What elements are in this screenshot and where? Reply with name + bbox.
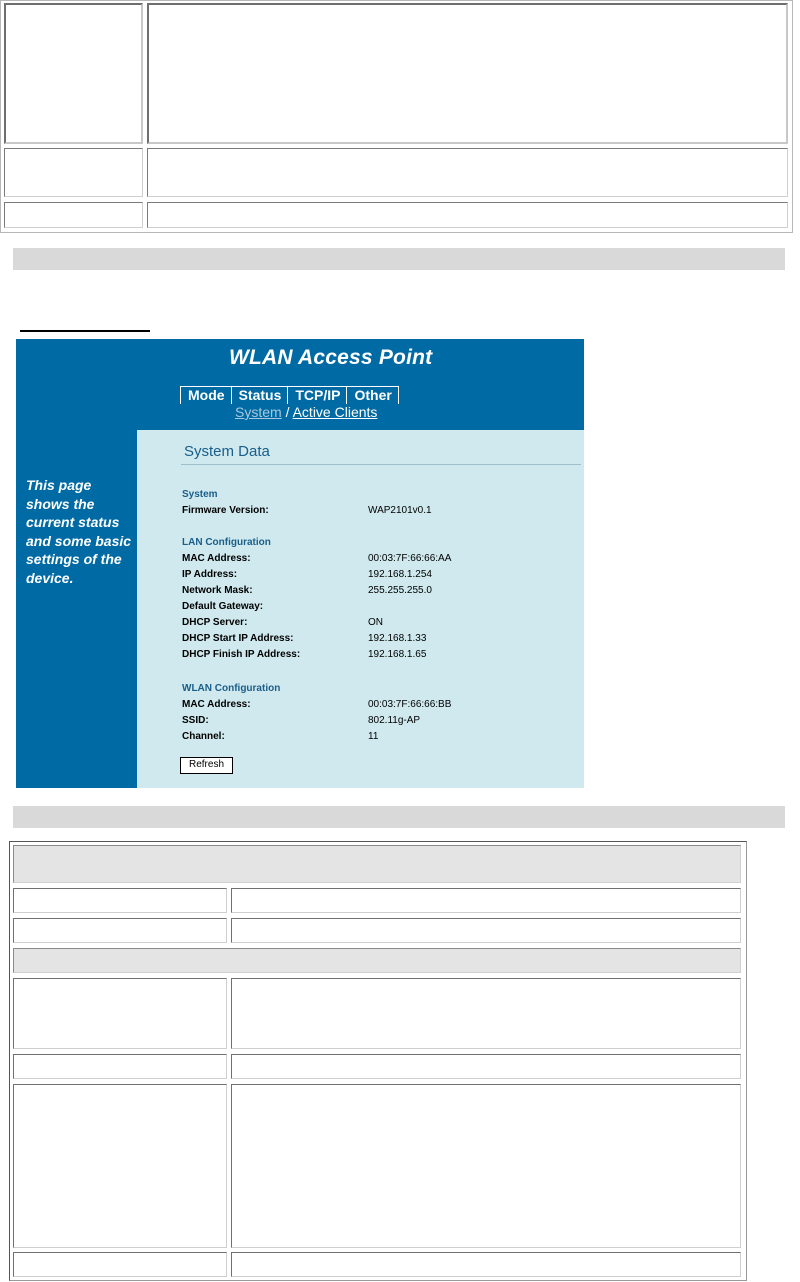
bottom-table-cell-content-3 <box>231 978 741 1049</box>
row-value: WAP2101v0.1 <box>368 505 432 516</box>
section-title: System Data <box>184 443 270 460</box>
section-heading-bar-1 <box>13 248 785 270</box>
content-area <box>137 430 584 788</box>
sidebar-description: This page shows the current status and some basic settings of the device. <box>26 477 132 586</box>
row-value: 192.168.1.65 <box>368 649 427 660</box>
row-value: 192.168.1.254 <box>368 569 432 580</box>
row-value: ON <box>368 617 383 628</box>
section-divider <box>181 464 581 465</box>
row-label: SSID: <box>182 715 209 726</box>
top-table-cell-content-2 <box>147 148 788 197</box>
bottom-table-cell-label-1 <box>13 888 227 913</box>
row-label: DHCP Start IP Address: <box>182 633 294 644</box>
row-value: 11 <box>368 731 379 742</box>
tab-status[interactable]: Status <box>231 386 288 404</box>
group-title-lan: LAN Configuration <box>182 537 271 548</box>
row-label: Channel: <box>182 731 225 742</box>
tab-tcpip[interactable]: TCP/IP <box>287 386 346 404</box>
row-label: Network Mask: <box>182 585 253 596</box>
row-label: DHCP Finish IP Address: <box>182 649 301 660</box>
tab-other[interactable]: Other <box>346 386 398 404</box>
figure-caption-underline <box>20 320 150 332</box>
bottom-table-header <box>13 845 741 883</box>
top-table-cell-content-3 <box>147 202 788 228</box>
bottom-table-cell-label-2 <box>13 918 227 943</box>
top-table-cell-content-1 <box>147 3 788 144</box>
section-heading-bar-2 <box>13 806 785 828</box>
row-label: MAC Address: <box>182 699 251 710</box>
access-point-screenshot <box>16 339 584 788</box>
group-title-wlan: WLAN Configuration <box>182 683 281 694</box>
row-value: 255.255.255.0 <box>368 585 432 596</box>
refresh-button[interactable]: Refresh <box>180 757 233 774</box>
top-table-cell-label-2 <box>4 148 143 197</box>
row-value: 00:03:7F:66:66:BB <box>368 699 452 710</box>
bottom-table-cell-label-6 <box>13 1252 227 1277</box>
subnav-active-clients[interactable]: Active Clients <box>292 404 378 420</box>
row-label: MAC Address: <box>182 553 251 564</box>
row-label: IP Address: <box>182 569 238 580</box>
row-label: Firmware Version: <box>182 505 269 516</box>
row-value: 00:03:7F:66:66:AA <box>368 553 452 564</box>
bottom-table-cell-content-2 <box>231 918 741 943</box>
bottom-table-cell-label-5 <box>13 1084 227 1248</box>
bottom-table-cell-content-4 <box>231 1054 741 1079</box>
top-table-cell-label-3 <box>4 202 143 228</box>
row-value: 802.11g-AP <box>368 715 421 726</box>
sub-nav <box>235 404 377 420</box>
main-nav <box>180 386 399 404</box>
app-title: WLAN Access Point <box>229 346 433 369</box>
shot-header <box>16 339 584 430</box>
row-label: DHCP Server: <box>182 617 248 628</box>
bottom-table-cell-label-4 <box>13 1054 227 1079</box>
subnav-system[interactable]: System <box>235 404 282 420</box>
row-value: 192.168.1.33 <box>368 633 427 644</box>
bottom-table-subheader <box>13 948 741 973</box>
bottom-table-cell-content-6 <box>231 1252 741 1277</box>
tab-mode[interactable]: Mode <box>180 386 231 404</box>
bottom-table-cell-content-1 <box>231 888 741 913</box>
row-label: Default Gateway: <box>182 601 264 612</box>
group-title-system: System <box>182 489 218 500</box>
subnav-separator: / <box>285 404 290 420</box>
bottom-table-cell-label-3 <box>13 978 227 1049</box>
sidebar <box>16 430 137 788</box>
top-table-cell-label-1 <box>4 3 143 144</box>
bottom-table-cell-content-5 <box>231 1084 741 1248</box>
